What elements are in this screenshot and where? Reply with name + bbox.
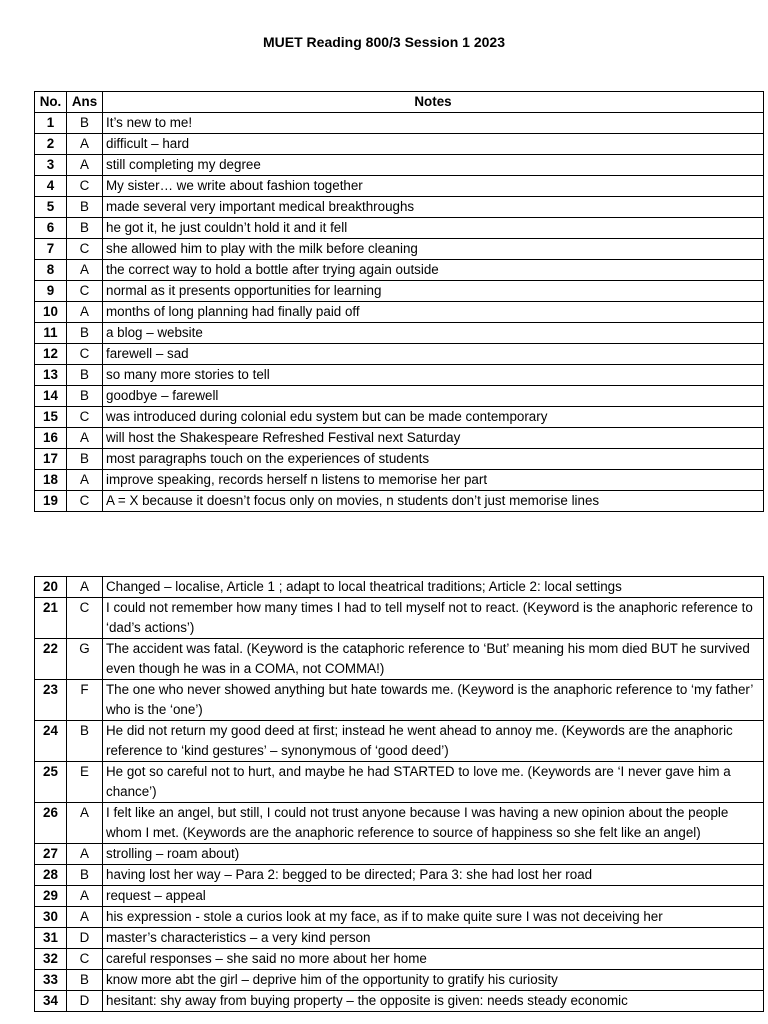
row-answer: A [67,260,103,281]
table-row [35,803,764,844]
row-note: I could not remember how many times I had to tell myself not to react. (Keyword is the anaphoric reference to ‘dad’s actions’) [103,598,764,639]
row-note: farewell – sad [103,344,764,365]
row-answer: C [67,176,103,197]
table-row [35,386,764,407]
row-note: hesitant: shy away from buying property – the opposite is given: needs steady economic [103,991,764,1012]
row-number: 31 [35,928,67,949]
table-row [35,907,764,928]
row-number: 10 [35,302,67,323]
header-no: No. [35,92,67,113]
table-row [35,970,764,991]
table-row [35,176,764,197]
row-note: master’s characteristics – a very kind person [103,928,764,949]
row-note: the correct way to hold a bottle after trying again outside [103,260,764,281]
table-header-row [35,92,764,113]
row-note: strolling – roam about) [103,844,764,865]
row-number: 14 [35,386,67,407]
row-note: goodbye – farewell [103,386,764,407]
row-note: know more abt the girl – deprive him of the opportunity to gratify his curiosity [103,970,764,991]
row-note: He got so careful not to hurt, and maybe he had STARTED to love me. (Keywords are ‘I never gave him a chance’) [103,762,764,803]
row-note: The one who never showed anything but hate towards me. (Keyword is the anaphoric reference to ‘my father’ who is the ‘one’) [103,680,764,721]
row-answer: B [67,386,103,407]
table-row [35,928,764,949]
row-number: 6 [35,218,67,239]
row-number: 5 [35,197,67,218]
row-number: 13 [35,365,67,386]
row-note: It’s new to me! [103,113,764,134]
row-number: 12 [35,344,67,365]
row-note: request – appeal [103,886,764,907]
table-row [35,344,764,365]
table-row [35,865,764,886]
table-row [35,197,764,218]
row-number: 17 [35,449,67,470]
row-answer: B [67,970,103,991]
answer-table-2 [34,576,764,1012]
row-answer: B [67,365,103,386]
row-note: normal as it presents opportunities for learning [103,281,764,302]
row-answer: B [67,449,103,470]
row-note: He did not return my good deed at first; instead he went ahead to annoy me. (Keywords are the anaphoric reference to ‘kind gestures’ – synonymous of ‘good deed’) [103,721,764,762]
row-number: 30 [35,907,67,928]
table-row [35,598,764,639]
row-number: 21 [35,598,67,639]
row-answer: B [67,323,103,344]
row-number: 4 [35,176,67,197]
row-number: 11 [35,323,67,344]
row-note: so many more stories to tell [103,365,764,386]
row-number: 16 [35,428,67,449]
row-number: 34 [35,991,67,1012]
row-answer: A [67,155,103,176]
row-answer: B [67,721,103,762]
row-note: months of long planning had finally paid off [103,302,764,323]
row-note: improve speaking, records herself n listens to memorise her part [103,470,764,491]
row-answer: A [67,134,103,155]
row-note: Changed – localise, Article 1 ; adapt to local theatrical traditions; Article 2: local settings [103,577,764,598]
row-answer: A [67,907,103,928]
table-row [35,260,764,281]
row-number: 15 [35,407,67,428]
row-answer: C [67,949,103,970]
row-answer: A [67,302,103,323]
row-answer: A [67,803,103,844]
row-answer: A [67,428,103,449]
row-answer: B [67,865,103,886]
table-row [35,134,764,155]
row-answer: D [67,928,103,949]
row-note: difficult – hard [103,134,764,155]
table-row [35,365,764,386]
table-row [35,155,764,176]
header-notes: Notes [103,92,764,113]
row-answer: C [67,239,103,260]
table-row [35,113,764,134]
row-note: most paragraphs touch on the experiences of students [103,449,764,470]
row-answer: C [67,407,103,428]
table-row [35,762,764,803]
row-number: 23 [35,680,67,721]
row-number: 29 [35,886,67,907]
row-note: A = X because it doesn’t focus only on movies, n students don’t just memorise lines [103,491,764,512]
row-number: 20 [35,577,67,598]
row-answer: A [67,844,103,865]
row-answer: B [67,218,103,239]
table-row [35,470,764,491]
table-row [35,323,764,344]
row-number: 2 [35,134,67,155]
row-note: his expression - stole a curios look at my face, as if to make quite sure I was not deceiving her [103,907,764,928]
row-answer: D [67,991,103,1012]
row-answer: C [67,598,103,639]
row-answer: C [67,281,103,302]
row-number: 7 [35,239,67,260]
row-answer: A [67,886,103,907]
row-note: careful responses – she said no more about her home [103,949,764,970]
row-note: was introduced during colonial edu system but can be made contemporary [103,407,764,428]
row-note: still completing my degree [103,155,764,176]
table-row [35,639,764,680]
row-number: 1 [35,113,67,134]
row-answer: A [67,470,103,491]
header-ans: Ans [67,92,103,113]
row-answer: B [67,197,103,218]
table-row [35,886,764,907]
table-row [35,577,764,598]
row-note: a blog – website [103,323,764,344]
row-number: 32 [35,949,67,970]
row-answer: C [67,344,103,365]
row-note: made several very important medical breakthroughs [103,197,764,218]
row-note: The accident was fatal. (Keyword is the cataphoric reference to ‘But’ meaning his mom died BUT he survived even though he was in a COMA, not COMMA!) [103,639,764,680]
table-row [35,281,764,302]
row-number: 33 [35,970,67,991]
table-row [35,721,764,762]
row-answer: B [67,113,103,134]
row-answer: E [67,762,103,803]
table-row [35,218,764,239]
row-answer: G [67,639,103,680]
row-number: 24 [35,721,67,762]
row-note: My sister… we write about fashion together [103,176,764,197]
row-note: having lost her way – Para 2: begged to be directed; Para 3: she had lost her road [103,865,764,886]
row-note: he got it, he just couldn’t hold it and it fell [103,218,764,239]
table-row [35,949,764,970]
table-row [35,407,764,428]
row-number: 18 [35,470,67,491]
row-number: 25 [35,762,67,803]
row-answer: A [67,577,103,598]
row-number: 8 [35,260,67,281]
row-number: 28 [35,865,67,886]
page-title: MUET Reading 800/3 Session 1 2023 [263,34,505,50]
row-answer: F [67,680,103,721]
table-row [35,428,764,449]
row-number: 27 [35,844,67,865]
row-number: 22 [35,639,67,680]
table-row [35,844,764,865]
table-row [35,449,764,470]
row-number: 26 [35,803,67,844]
row-note: she allowed him to play with the milk before cleaning [103,239,764,260]
table-row [35,239,764,260]
row-answer: C [67,491,103,512]
row-number: 19 [35,491,67,512]
row-number: 9 [35,281,67,302]
table-row [35,302,764,323]
row-number: 3 [35,155,67,176]
table-row [35,991,764,1012]
row-note: I felt like an angel, but still, I could not trust anyone because I was having a new opinion about the people whom I met. (Keywords are the anaphoric reference to source of happiness so she felt like an angel) [103,803,764,844]
answer-table-1 [34,91,764,512]
table-row [35,491,764,512]
table-row [35,680,764,721]
row-note: will host the Shakespeare Refreshed Festival next Saturday [103,428,764,449]
